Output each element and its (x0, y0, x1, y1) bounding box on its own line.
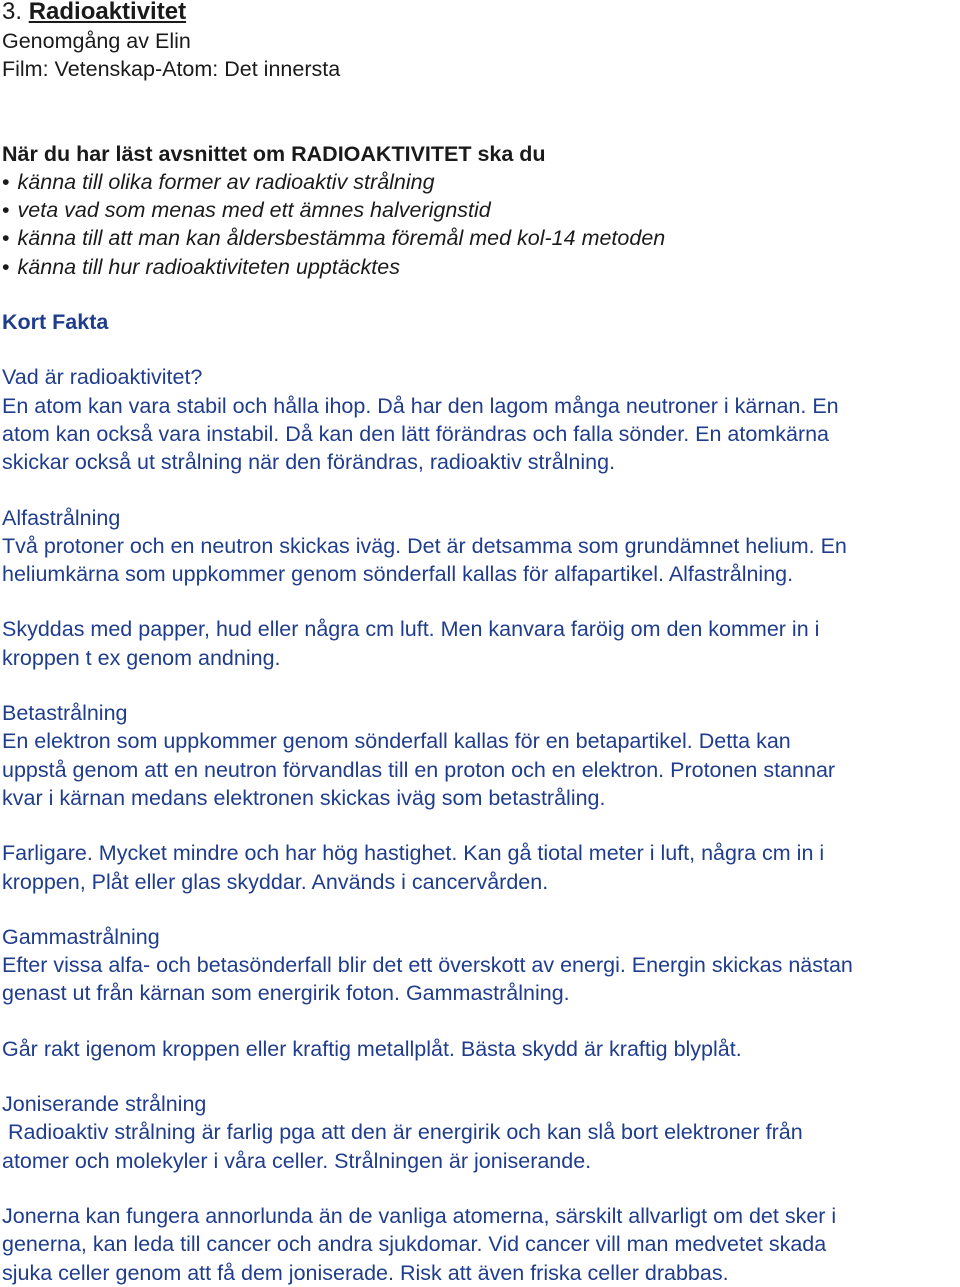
alfa-heading: Alfastrålning (2, 505, 121, 530)
goals-heading: När du har läst avsnittet om RADIOAKTIVITET ska du (2, 141, 546, 166)
alfa-line: heliumkärna som uppkommer genom sönderfall kallas för alfapartikel. Alfastrålning. (2, 562, 794, 587)
facts-question: Vad är radioaktivitet? (2, 365, 203, 390)
jon-line: Radioaktiv strålning är farlig pga att den är energirik och kan slå bort elektroner från (2, 1120, 803, 1145)
presenter-line: Genomgång av Elin (2, 29, 191, 53)
facts-heading: Kort Fakta (2, 310, 109, 335)
alfa-line: kroppen t ex genom andning. (2, 645, 281, 670)
gamma-line: Går rakt igenom kroppen eller kraftig metallplåt. Bästa skydd är kraftig blyplåt. (2, 1036, 742, 1061)
beta-heading: Betastrålning (2, 701, 128, 726)
alfa-line: Två protoner och en neutron skickas iväg. Det är detsamma som grundämnet helium. En (2, 533, 847, 558)
facts-line: skickar också ut strålning när den förändras, radioaktiv strålning. (2, 450, 616, 475)
jon-heading: Joniserande strålning (2, 1092, 207, 1117)
beta-line: uppstå genom att en neutron förvandlas till en proton och en elektron. Protonen stannar (2, 757, 836, 782)
title-text: Radioaktivitet (28, 0, 187, 25)
list-item: • känna till olika former av radioaktiv strålning (2, 168, 958, 196)
jon-line: atomer och molekyler i våra celler. Strålningen är joniserande. (2, 1148, 592, 1173)
jon-line: Jonerna kan fungera annorlunda än de vanliga atomerna, särskilt allvarligt om det sker i (2, 1203, 837, 1228)
goals-list (2, 168, 958, 281)
list-item: • känna till att man kan åldersbestämma föremål med kol-14 metoden (2, 224, 958, 252)
document-title (2, 0, 958, 24)
gamma-line: genast ut från kärnan som energirik foton. Gammastrålning. (2, 981, 570, 1006)
list-item: • veta vad som menas med ett ämnes halverignstid (2, 196, 958, 224)
list-item: • känna till hur radioaktiviteten upptäcktes (2, 253, 958, 281)
film-line: Film: Vetenskap-Atom: Det innersta (2, 57, 341, 82)
gamma-heading: Gammastrålning (2, 924, 160, 949)
facts-line: En atom kan vara stabil och hålla ihop. Då har den lagom många neutroner i kärnan. En (2, 393, 839, 418)
gamma-line: Efter vissa alfa- och betasönderfall blir det ett överskott av energi. Energin skickas nästan (2, 953, 853, 978)
facts-line: atom kan också vara instabil. Då kan den lätt förändras och falla sönder. En atomkärna (2, 421, 830, 446)
beta-line: kvar i kärnan medans elektronen skickas iväg som betastråling. (2, 785, 606, 810)
jon-line: sjuka celler genom att få dem joniserade. Risk att även friska celler drabbas. (2, 1260, 729, 1285)
beta-line: kroppen, Plåt eller glas skyddar. Används i cancervården. (2, 869, 549, 894)
document-page (2, 0, 958, 1287)
beta-line: Farligare. Mycket mindre och har hög hastighet. Kan gå tiotal meter i luft, några cm in i (2, 841, 825, 866)
alfa-line: Skyddas med papper, hud eller några cm luft. Men kanvara faröig om den kommer in i (2, 617, 820, 642)
jon-line: generna, kan leda till cancer och andra sjukdomar. Vid cancer vill man medvetet skada (2, 1232, 827, 1257)
title-number: 3. (2, 0, 23, 25)
beta-line: En elektron som uppkommer genom sönderfall kallas för en betapartikel. Detta kan (2, 729, 791, 754)
